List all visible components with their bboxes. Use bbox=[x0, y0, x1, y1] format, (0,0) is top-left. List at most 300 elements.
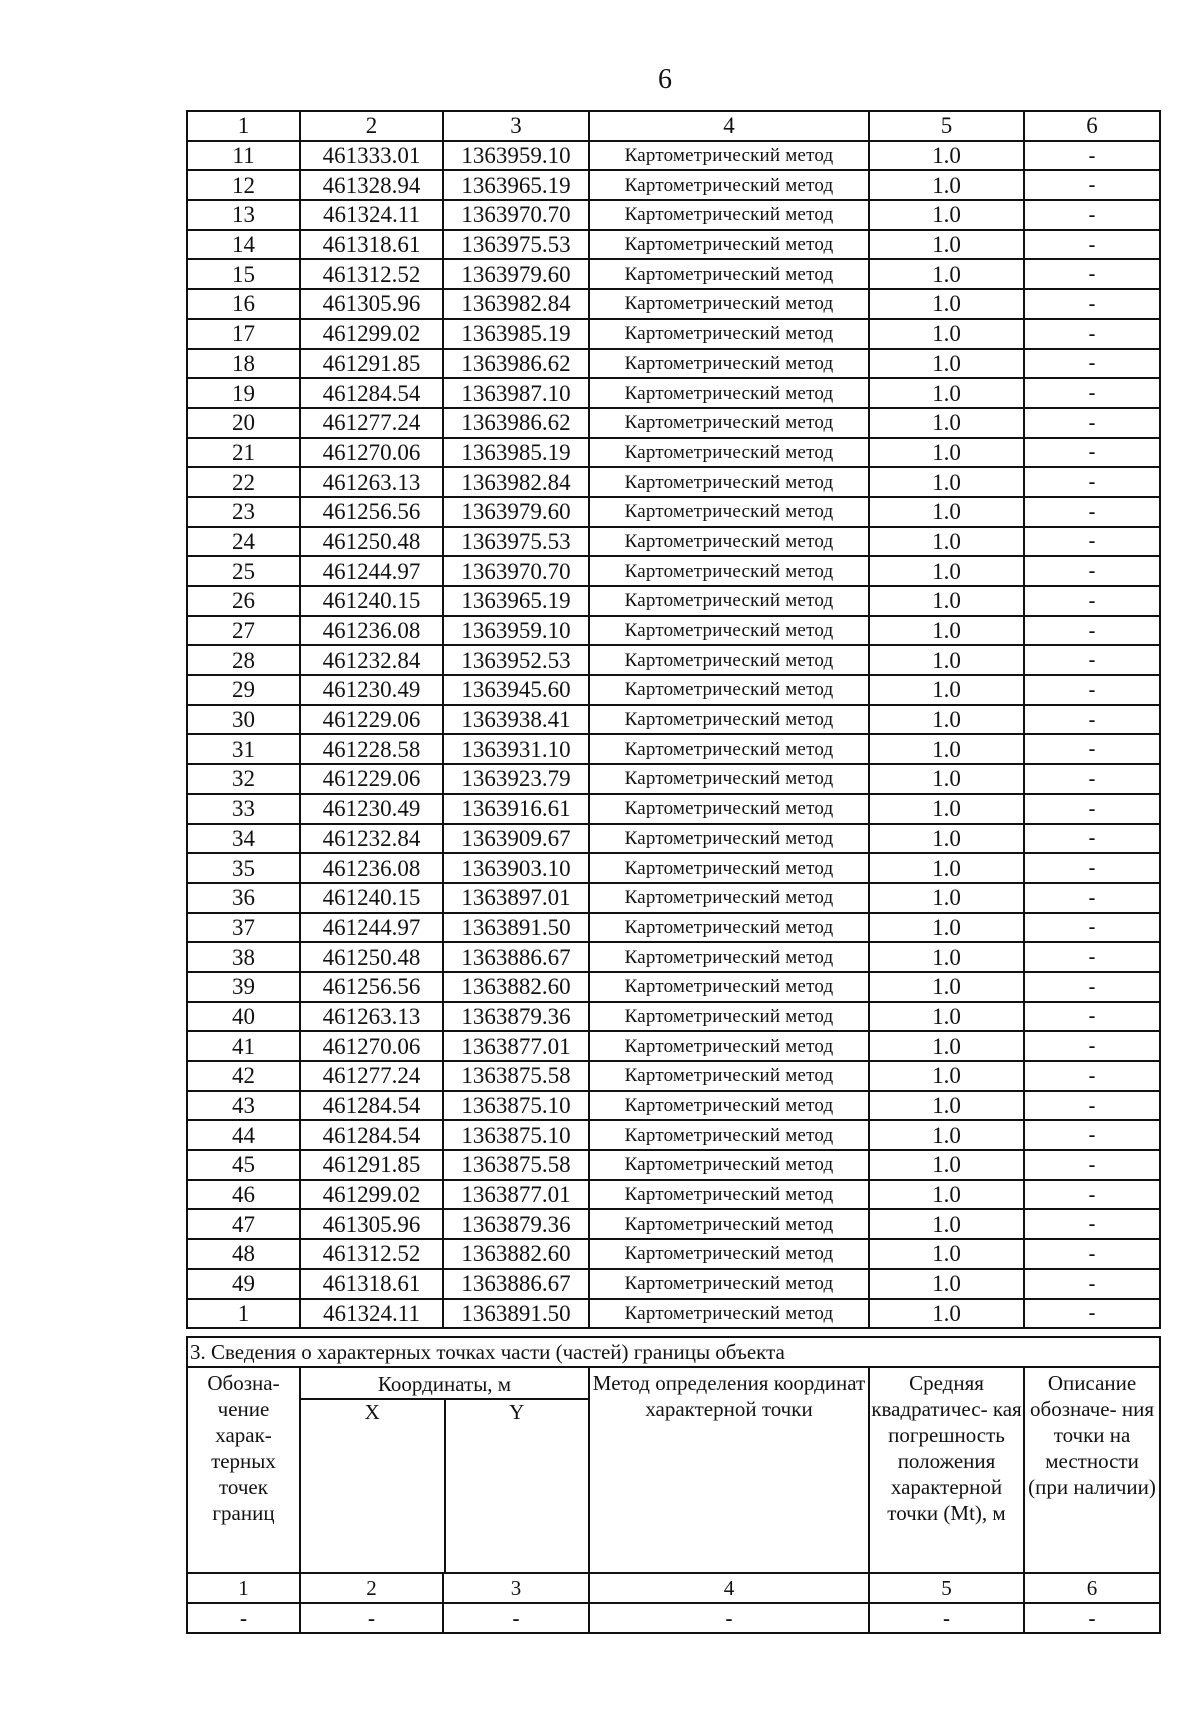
header-x: X bbox=[301, 1400, 446, 1572]
mean-error: 1.0 bbox=[869, 734, 1024, 764]
column-number: 3 bbox=[443, 1573, 589, 1603]
mean-error: 1.0 bbox=[869, 141, 1024, 171]
coord-x: 461305.96 bbox=[300, 289, 443, 319]
header-coordinates bbox=[300, 1367, 589, 1573]
page-number: 6 bbox=[658, 64, 672, 95]
table-row bbox=[187, 764, 1160, 794]
mean-error: 1.0 bbox=[869, 586, 1024, 616]
column-number: 2 bbox=[300, 1573, 443, 1603]
description: - bbox=[1024, 1150, 1160, 1180]
coord-x: 461333.01 bbox=[300, 141, 443, 171]
point-number: 35 bbox=[187, 853, 300, 883]
coord-y: 1363931.10 bbox=[443, 734, 589, 764]
column-number: 1 bbox=[187, 111, 300, 141]
table-row bbox=[187, 1239, 1160, 1269]
method: Картометрический метод bbox=[589, 824, 869, 854]
mean-error: 1.0 bbox=[869, 794, 1024, 824]
mean-error: 1.0 bbox=[869, 556, 1024, 586]
description: - bbox=[1024, 972, 1160, 1002]
table-row bbox=[187, 705, 1160, 735]
method: Картометрический метод bbox=[589, 497, 869, 527]
coord-y: 1363979.60 bbox=[443, 259, 589, 289]
coord-y: 1363979.60 bbox=[443, 497, 589, 527]
point-number: 49 bbox=[187, 1269, 300, 1299]
table-row bbox=[187, 1150, 1160, 1180]
description: - bbox=[1024, 408, 1160, 438]
description: - bbox=[1024, 289, 1160, 319]
mean-error: 1.0 bbox=[869, 616, 1024, 646]
table-row bbox=[187, 438, 1160, 468]
column-number: 6 bbox=[1024, 1573, 1160, 1603]
coord-x: 461250.48 bbox=[300, 527, 443, 557]
mean-error: 1.0 bbox=[869, 230, 1024, 260]
mean-error: 1.0 bbox=[869, 378, 1024, 408]
coord-y: 1363982.84 bbox=[443, 467, 589, 497]
coord-y: 1363875.10 bbox=[443, 1091, 589, 1121]
coord-y: 1363923.79 bbox=[443, 764, 589, 794]
coord-x: 461284.54 bbox=[300, 378, 443, 408]
point-number: 39 bbox=[187, 972, 300, 1002]
point-number: 25 bbox=[187, 556, 300, 586]
table-row bbox=[187, 972, 1160, 1002]
description: - bbox=[1024, 942, 1160, 972]
header-designation: Обозна- чение харак- терных точек границ bbox=[187, 1367, 300, 1573]
header-row bbox=[187, 1367, 1160, 1573]
description: - bbox=[1024, 200, 1160, 230]
description: - bbox=[1024, 1180, 1160, 1210]
coord-y: 1363965.19 bbox=[443, 170, 589, 200]
column-number: 2 bbox=[300, 111, 443, 141]
table-row bbox=[187, 616, 1160, 646]
coord-y: 1363970.70 bbox=[443, 200, 589, 230]
mean-error: 1.0 bbox=[869, 497, 1024, 527]
coord-y: 1363975.53 bbox=[443, 230, 589, 260]
point-number: 17 bbox=[187, 319, 300, 349]
coord-y: 1363970.70 bbox=[443, 556, 589, 586]
table-row bbox=[187, 794, 1160, 824]
method: Картометрический метод bbox=[589, 200, 869, 230]
mean-error: 1.0 bbox=[869, 1209, 1024, 1239]
boundary-points-table bbox=[186, 110, 1161, 1329]
description: - bbox=[1024, 1239, 1160, 1269]
mean-error: 1.0 bbox=[869, 824, 1024, 854]
column-number-row bbox=[187, 111, 1160, 141]
coord-x: 461228.58 bbox=[300, 734, 443, 764]
method: Картометрический метод bbox=[589, 942, 869, 972]
coord-x: 461299.02 bbox=[300, 319, 443, 349]
table-row bbox=[187, 1002, 1160, 1032]
table-row bbox=[187, 170, 1160, 200]
coord-x: 461232.84 bbox=[300, 824, 443, 854]
method: Картометрический метод bbox=[589, 1209, 869, 1239]
description: - bbox=[1024, 259, 1160, 289]
coord-y: 1363959.10 bbox=[443, 141, 589, 171]
description: - bbox=[1024, 824, 1160, 854]
table-row bbox=[187, 1209, 1160, 1239]
point-number: 33 bbox=[187, 794, 300, 824]
table-row bbox=[187, 1120, 1160, 1150]
mean-error: 1.0 bbox=[869, 883, 1024, 913]
mean-error: 1.0 bbox=[869, 1180, 1024, 1210]
method: Картометрический метод bbox=[589, 853, 869, 883]
description: - bbox=[1024, 764, 1160, 794]
mean-error: 1.0 bbox=[869, 1002, 1024, 1032]
point-number: 14 bbox=[187, 230, 300, 260]
column-number: 5 bbox=[869, 111, 1024, 141]
point-number: 15 bbox=[187, 259, 300, 289]
coord-y: 1363903.10 bbox=[443, 853, 589, 883]
coord-x: 461328.94 bbox=[300, 170, 443, 200]
table-row bbox=[187, 349, 1160, 379]
point-number: 48 bbox=[187, 1239, 300, 1269]
table-row bbox=[187, 408, 1160, 438]
point-number: 20 bbox=[187, 408, 300, 438]
description: - bbox=[1024, 586, 1160, 616]
method: Картометрический метод bbox=[589, 378, 869, 408]
mean-error: 1.0 bbox=[869, 764, 1024, 794]
table-cell: - bbox=[1024, 1603, 1160, 1633]
mean-error: 1.0 bbox=[869, 1239, 1024, 1269]
section-3-table bbox=[186, 1336, 1161, 1634]
coord-x: 461240.15 bbox=[300, 586, 443, 616]
coord-y: 1363938.41 bbox=[443, 705, 589, 735]
table-row bbox=[187, 942, 1160, 972]
description: - bbox=[1024, 1269, 1160, 1299]
point-number: 34 bbox=[187, 824, 300, 854]
coord-x: 461299.02 bbox=[300, 1180, 443, 1210]
method: Картометрический метод bbox=[589, 705, 869, 735]
point-number: 1 bbox=[187, 1299, 300, 1329]
coord-y: 1363877.01 bbox=[443, 1180, 589, 1210]
point-number: 40 bbox=[187, 1002, 300, 1032]
description: - bbox=[1024, 467, 1160, 497]
table-row bbox=[187, 586, 1160, 616]
coord-y: 1363891.50 bbox=[443, 1299, 589, 1329]
coord-y: 1363897.01 bbox=[443, 883, 589, 913]
method: Картометрический метод bbox=[589, 1120, 869, 1150]
mean-error: 1.0 bbox=[869, 289, 1024, 319]
coord-y: 1363975.53 bbox=[443, 527, 589, 557]
description: - bbox=[1024, 556, 1160, 586]
point-number: 46 bbox=[187, 1180, 300, 1210]
section-title-row bbox=[187, 1337, 1160, 1367]
coord-x: 461230.49 bbox=[300, 794, 443, 824]
coord-x: 461270.06 bbox=[300, 438, 443, 468]
column-number: 1 bbox=[187, 1573, 300, 1603]
description: - bbox=[1024, 319, 1160, 349]
coord-y: 1363875.10 bbox=[443, 1120, 589, 1150]
mean-error: 1.0 bbox=[869, 1031, 1024, 1061]
point-number: 23 bbox=[187, 497, 300, 527]
coord-y: 1363875.58 bbox=[443, 1150, 589, 1180]
point-number: 38 bbox=[187, 942, 300, 972]
mean-error: 1.0 bbox=[869, 1120, 1024, 1150]
table-cell: - bbox=[300, 1603, 443, 1633]
method: Картометрический метод bbox=[589, 170, 869, 200]
mean-error: 1.0 bbox=[869, 349, 1024, 379]
method: Картометрический метод bbox=[589, 1091, 869, 1121]
method: Картометрический метод bbox=[589, 586, 869, 616]
coord-y: 1363875.58 bbox=[443, 1061, 589, 1091]
mean-error: 1.0 bbox=[869, 675, 1024, 705]
table-row bbox=[187, 259, 1160, 289]
mean-error: 1.0 bbox=[869, 170, 1024, 200]
table-row bbox=[187, 824, 1160, 854]
mean-error: 1.0 bbox=[869, 705, 1024, 735]
method: Картометрический метод bbox=[589, 289, 869, 319]
table-row bbox=[187, 527, 1160, 557]
method: Картометрический метод bbox=[589, 1239, 869, 1269]
method: Картометрический метод bbox=[589, 408, 869, 438]
column-number: 4 bbox=[589, 111, 869, 141]
description: - bbox=[1024, 349, 1160, 379]
coord-x: 461256.56 bbox=[300, 972, 443, 1002]
description: - bbox=[1024, 913, 1160, 943]
point-number: 45 bbox=[187, 1150, 300, 1180]
table-cell: - bbox=[187, 1603, 300, 1633]
coord-y: 1363879.36 bbox=[443, 1002, 589, 1032]
header-error: Средняя квадратичес- кая погрешность положения характерной точки (Mt), м bbox=[869, 1367, 1024, 1573]
method: Картометрический метод bbox=[589, 1061, 869, 1091]
point-number: 22 bbox=[187, 467, 300, 497]
method: Картометрический метод bbox=[589, 972, 869, 1002]
point-number: 26 bbox=[187, 586, 300, 616]
method: Картометрический метод bbox=[589, 883, 869, 913]
description: - bbox=[1024, 734, 1160, 764]
method: Картометрический метод bbox=[589, 259, 869, 289]
point-number: 19 bbox=[187, 378, 300, 408]
description: - bbox=[1024, 141, 1160, 171]
coord-x: 461232.84 bbox=[300, 645, 443, 675]
description: - bbox=[1024, 853, 1160, 883]
table-row bbox=[187, 1299, 1160, 1329]
point-number: 27 bbox=[187, 616, 300, 646]
header-y: Y bbox=[509, 1400, 525, 1424]
point-number: 42 bbox=[187, 1061, 300, 1091]
table-row bbox=[187, 913, 1160, 943]
point-number: 29 bbox=[187, 675, 300, 705]
header-description: Описание обозначе- ния точки на местности (при наличии) bbox=[1024, 1367, 1160, 1573]
method: Картометрический метод bbox=[589, 1269, 869, 1299]
method: Картометрический метод bbox=[589, 556, 869, 586]
table-row bbox=[187, 467, 1160, 497]
point-number: 36 bbox=[187, 883, 300, 913]
coord-y: 1363985.19 bbox=[443, 438, 589, 468]
coord-y: 1363986.62 bbox=[443, 349, 589, 379]
coord-x: 461291.85 bbox=[300, 349, 443, 379]
coord-y: 1363952.53 bbox=[443, 645, 589, 675]
coord-y: 1363879.36 bbox=[443, 1209, 589, 1239]
method: Картометрический метод bbox=[589, 734, 869, 764]
column-number: 6 bbox=[1024, 111, 1160, 141]
coord-x: 461263.13 bbox=[300, 1002, 443, 1032]
method: Картометрический метод bbox=[589, 645, 869, 675]
description: - bbox=[1024, 616, 1160, 646]
point-number: 44 bbox=[187, 1120, 300, 1150]
mean-error: 1.0 bbox=[869, 1061, 1024, 1091]
point-number: 31 bbox=[187, 734, 300, 764]
table-row bbox=[187, 141, 1160, 171]
description: - bbox=[1024, 675, 1160, 705]
mean-error: 1.0 bbox=[869, 319, 1024, 349]
method: Картометрический метод bbox=[589, 438, 869, 468]
coord-x: 461240.15 bbox=[300, 883, 443, 913]
coord-x: 461230.49 bbox=[300, 675, 443, 705]
coord-y: 1363986.62 bbox=[443, 408, 589, 438]
coord-y: 1363965.19 bbox=[443, 586, 589, 616]
coord-x: 461229.06 bbox=[300, 764, 443, 794]
point-number: 11 bbox=[187, 141, 300, 171]
coord-y: 1363886.67 bbox=[443, 942, 589, 972]
coord-x: 461324.11 bbox=[300, 1299, 443, 1329]
method: Картометрический метод bbox=[589, 349, 869, 379]
coord-y: 1363916.61 bbox=[443, 794, 589, 824]
table-row bbox=[187, 230, 1160, 260]
coord-x: 461250.48 bbox=[300, 942, 443, 972]
mean-error: 1.0 bbox=[869, 200, 1024, 230]
method: Картометрический метод bbox=[589, 319, 869, 349]
coord-y: 1363882.60 bbox=[443, 972, 589, 1002]
coord-x: 461256.56 bbox=[300, 497, 443, 527]
coord-x: 461312.52 bbox=[300, 259, 443, 289]
description: - bbox=[1024, 378, 1160, 408]
table-row bbox=[187, 319, 1160, 349]
description: - bbox=[1024, 527, 1160, 557]
coord-x: 461291.85 bbox=[300, 1150, 443, 1180]
coord-x: 461236.08 bbox=[300, 616, 443, 646]
coord-x: 461277.24 bbox=[300, 408, 443, 438]
mean-error: 1.0 bbox=[869, 1150, 1024, 1180]
mean-error: 1.0 bbox=[869, 259, 1024, 289]
coord-x: 461229.06 bbox=[300, 705, 443, 735]
coord-y: 1363891.50 bbox=[443, 913, 589, 943]
mean-error: 1.0 bbox=[869, 408, 1024, 438]
description: - bbox=[1024, 1061, 1160, 1091]
table-row bbox=[187, 200, 1160, 230]
method: Картометрический метод bbox=[589, 527, 869, 557]
coord-x: 461270.06 bbox=[300, 1031, 443, 1061]
description: - bbox=[1024, 794, 1160, 824]
table-row bbox=[187, 556, 1160, 586]
table-row bbox=[187, 378, 1160, 408]
point-number: 30 bbox=[187, 705, 300, 735]
header-coordinates-label: Координаты, м bbox=[301, 1370, 588, 1400]
coord-x: 461244.97 bbox=[300, 913, 443, 943]
coord-x: 461318.61 bbox=[300, 230, 443, 260]
point-number: 47 bbox=[187, 1209, 300, 1239]
header-method: Метод определения координат характерной точки bbox=[589, 1367, 869, 1573]
mean-error: 1.0 bbox=[869, 438, 1024, 468]
table-row bbox=[187, 289, 1160, 319]
coord-x: 461263.13 bbox=[300, 467, 443, 497]
description: - bbox=[1024, 1031, 1160, 1061]
mean-error: 1.0 bbox=[869, 1299, 1024, 1329]
point-number: 37 bbox=[187, 913, 300, 943]
method: Картометрический метод bbox=[589, 616, 869, 646]
point-number: 28 bbox=[187, 645, 300, 675]
description: - bbox=[1024, 1002, 1160, 1032]
coord-x: 461284.54 bbox=[300, 1091, 443, 1121]
column-number: 3 bbox=[443, 111, 589, 141]
description: - bbox=[1024, 705, 1160, 735]
mean-error: 1.0 bbox=[869, 913, 1024, 943]
coord-y: 1363909.67 bbox=[443, 824, 589, 854]
mean-error: 1.0 bbox=[869, 853, 1024, 883]
description: - bbox=[1024, 1120, 1160, 1150]
mean-error: 1.0 bbox=[869, 1091, 1024, 1121]
point-number: 21 bbox=[187, 438, 300, 468]
description: - bbox=[1024, 1091, 1160, 1121]
table-row bbox=[187, 1061, 1160, 1091]
coord-y: 1363959.10 bbox=[443, 616, 589, 646]
mean-error: 1.0 bbox=[869, 467, 1024, 497]
point-number: 12 bbox=[187, 170, 300, 200]
mean-error: 1.0 bbox=[869, 972, 1024, 1002]
method: Картометрический метод bbox=[589, 675, 869, 705]
method: Картометрический метод bbox=[589, 467, 869, 497]
mean-error: 1.0 bbox=[869, 942, 1024, 972]
description: - bbox=[1024, 1299, 1160, 1329]
method: Картометрический метод bbox=[589, 141, 869, 171]
coord-y: 1363985.19 bbox=[443, 319, 589, 349]
point-number: 41 bbox=[187, 1031, 300, 1061]
coord-x: 461318.61 bbox=[300, 1269, 443, 1299]
table-row bbox=[187, 1031, 1160, 1061]
description: - bbox=[1024, 230, 1160, 260]
point-number: 18 bbox=[187, 349, 300, 379]
description: - bbox=[1024, 883, 1160, 913]
coord-x: 461277.24 bbox=[300, 1061, 443, 1091]
method: Картометрический метод bbox=[589, 1150, 869, 1180]
table-row bbox=[187, 675, 1160, 705]
table-cell: - bbox=[589, 1603, 869, 1633]
description: - bbox=[1024, 645, 1160, 675]
method: Картометрический метод bbox=[589, 1031, 869, 1061]
section-title: 3. Сведения о характерных точках части (частей) границы объекта bbox=[187, 1337, 1160, 1367]
description: - bbox=[1024, 170, 1160, 200]
table-cell: - bbox=[443, 1603, 589, 1633]
coord-x: 461236.08 bbox=[300, 853, 443, 883]
table-row bbox=[187, 853, 1160, 883]
table-row bbox=[187, 1091, 1160, 1121]
method: Картометрический метод bbox=[589, 1002, 869, 1032]
point-number: 13 bbox=[187, 200, 300, 230]
table-row bbox=[187, 1269, 1160, 1299]
coord-x: 461305.96 bbox=[300, 1209, 443, 1239]
coord-x: 461284.54 bbox=[300, 1120, 443, 1150]
table-row bbox=[187, 497, 1160, 527]
method: Картометрический метод bbox=[589, 1299, 869, 1329]
method: Картометрический метод bbox=[589, 764, 869, 794]
coord-y: 1363886.67 bbox=[443, 1269, 589, 1299]
empty-data-row bbox=[187, 1603, 1160, 1633]
mean-error: 1.0 bbox=[869, 1269, 1024, 1299]
table-row bbox=[187, 734, 1160, 764]
coord-x: 461312.52 bbox=[300, 1239, 443, 1269]
mean-error: 1.0 bbox=[869, 527, 1024, 557]
method: Картометрический метод bbox=[589, 1180, 869, 1210]
coord-y: 1363945.60 bbox=[443, 675, 589, 705]
point-number: 24 bbox=[187, 527, 300, 557]
coord-x: 461244.97 bbox=[300, 556, 443, 586]
point-number: 43 bbox=[187, 1091, 300, 1121]
coord-y: 1363877.01 bbox=[443, 1031, 589, 1061]
column-number: 5 bbox=[869, 1573, 1024, 1603]
coord-y: 1363882.60 bbox=[443, 1239, 589, 1269]
table-cell: - bbox=[869, 1603, 1024, 1633]
table-row bbox=[187, 883, 1160, 913]
method: Картометрический метод bbox=[589, 230, 869, 260]
